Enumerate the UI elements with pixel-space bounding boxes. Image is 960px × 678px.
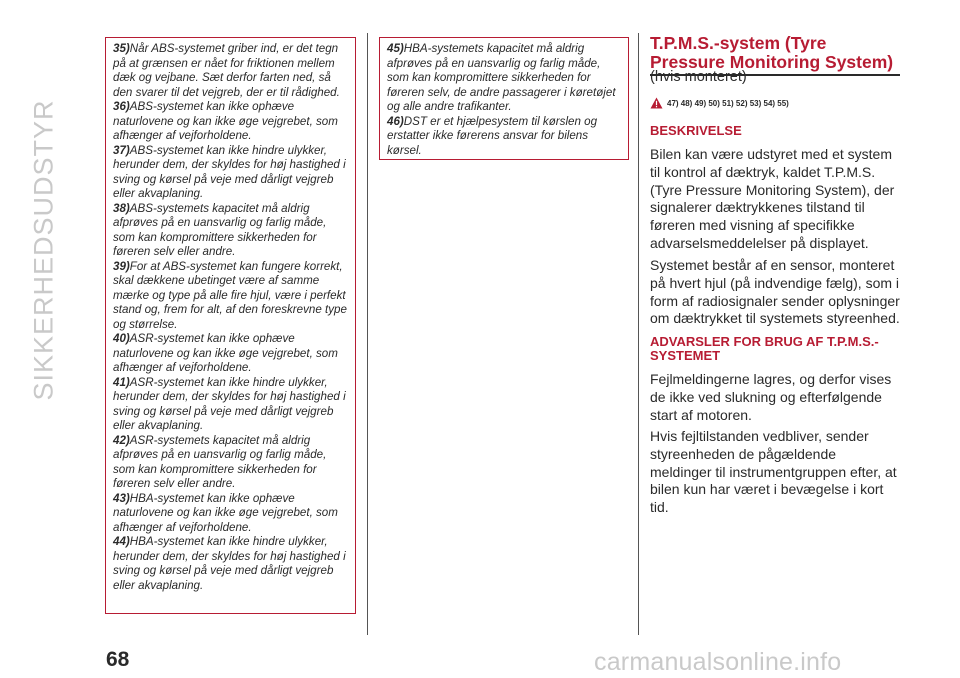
paragraph: Hvis fejltilstanden vedbliver, sender styreenheden de pågældende meldinger til instrumentgruppen efter, at bilen kun har været i bevægelse i kort tid. [650,428,897,516]
warning-note-text: ASR-systemet kan ikke ophæve naturlovene og kan ikke øge vejgrebet, som afhænger af vejforholdene. [113,332,338,374]
warning-note-number: 44) [113,535,130,548]
warning-note [113,100,349,144]
warning-note-number: 36) [113,100,130,113]
warning-note-text: HBA-systemets kapacitet må aldrig afprøves på en uansvarlig og farlig måde, som kan kompromittere sikkerheden for føreren selv, de andre passagerer i køretøjet og alle andre trafikanter. [387,42,616,113]
warning-note-text: ABS-systemet kan ikke ophæve naturlovene og kan ikke øge vejgrebet, som afhænger af vejforholdene. [113,100,338,142]
warning-note [387,42,622,115]
warning-note-text: ABS-systemets kapacitet må aldrig afprøves på en uansvarlig og farlig måde, som kan kompromittere sikkerheden for føreren selv eller andre. [113,201,327,258]
warning-note-number: 46) [387,114,404,128]
paragraph: Systemet består af en sensor, monteret på hvert hjul (på indvendige fælg), som i form af radiosignaler sender oplysninger om dæktrykket til systemets styreenhed. [650,257,900,327]
warning-reference [650,97,789,109]
column-divider [367,33,368,635]
warning-note-text: HBA-systemet kan ikke hindre ulykker, herunder dem, der skyldes for høj hastighed i sving og kørsel på veje med dårligt vejgreb eller akvaplaning. [113,535,346,592]
warning-note-number: 39) [113,259,130,273]
heading-description: BESKRIVELSE [650,123,742,138]
warning-note [113,144,349,202]
warning-note-number: 42) [113,433,130,447]
warning-note-number: 35) [113,42,130,55]
section-title: T.P.M.S.-system (Tyre Pressure Monitoring System) [650,34,900,76]
warning-note-number: 40) [113,332,130,345]
warning-note [113,260,349,333]
warning-note [113,202,349,260]
section-side-tab: SIKKERHEDSUDSTYR [28,99,59,401]
warning-note [113,535,349,593]
warning-note [113,42,349,100]
warning-note-text: For at ABS-systemet kan fungere korrekt, skal dækkene ubetinget være af samme mærke og type på alle fire hjul, være i perfekt stand og, frem for alt, af den foreskrevne type og størrelse. [113,259,347,331]
paragraph: Bilen kan være udstyret med et system til kontrol af dæktryk, kaldet T.P.M.S. (Tyre Pressure Monitoring System), der signalerer dæktrykkenes tilstand til føreren med visning af specifikke advarselsmeddelelser på displayet. [650,146,895,251]
warning-note-text: ASR-systemet kan ikke hindre ulykker, herunder dem, der skyldes for høj hastighed i sving og kørsel på veje med dårligt vejgreb eller akvaplaning. [113,375,346,432]
warning-note-text: Når ABS-systemet griber ind, er det tegn på at grænsen er nået for friktionen mellem dæk og vejbane. Sæt derfor farten ned, så den svarer til det vejgreb, der er til rådighed. [113,42,340,99]
watermark: carmanualsonline.info [594,648,842,676]
warning-notes-box-left [105,37,356,614]
warning-note-number: 41) [113,375,130,389]
column-divider [638,33,639,635]
warning-note-text: ABS-systemet kan ikke hindre ulykker, herunder dem, der skyldes for høj hastighed i sving og kørsel på veje med dårligt vejgreb eller akvaplaning. [113,143,346,200]
warning-triangle-icon [650,97,663,109]
warning-note-text: HBA-systemet kan ikke ophæve naturlovene og kan ikke øge vejgrebet, som afhænger af vejforholdene. [113,491,338,534]
warning-note [113,376,349,434]
section-subtitle: (hvis monteret) [650,69,747,85]
warning-notes-box-right [379,37,629,160]
warning-note-text: ASR-systemets kapacitet må aldrig afprøves på en uansvarlig og farlig måde, som kan kompromittere sikkerheden for føreren selv eller andre. [113,433,327,490]
paragraph: Fejlmeldingerne lagres, og derfor vises de ikke ved slukning og efterfølgende start af motoren. [650,371,892,423]
warning-note-number: 38) [113,201,130,215]
warning-reference-numbers: 47) 48) 49) 50) 51) 52) 53) 54) 55) [667,98,789,108]
warning-note-number: 45) [387,42,404,55]
warning-note-number: 43) [113,491,130,505]
warning-note [113,492,349,536]
heading-warnings: ADVARSLER FOR BRUG AF T.P.M.S.-SYSTEMET [650,334,879,363]
page-number: 68 [106,648,130,671]
warning-note [113,434,349,492]
warning-note-number: 37) [113,143,130,157]
warning-note-text: DST er et hjælpesystem til kørslen og erstatter ikke førerens ansvar for bilens kørsel. [387,114,598,157]
warning-note [113,332,349,376]
warning-note [387,115,622,159]
